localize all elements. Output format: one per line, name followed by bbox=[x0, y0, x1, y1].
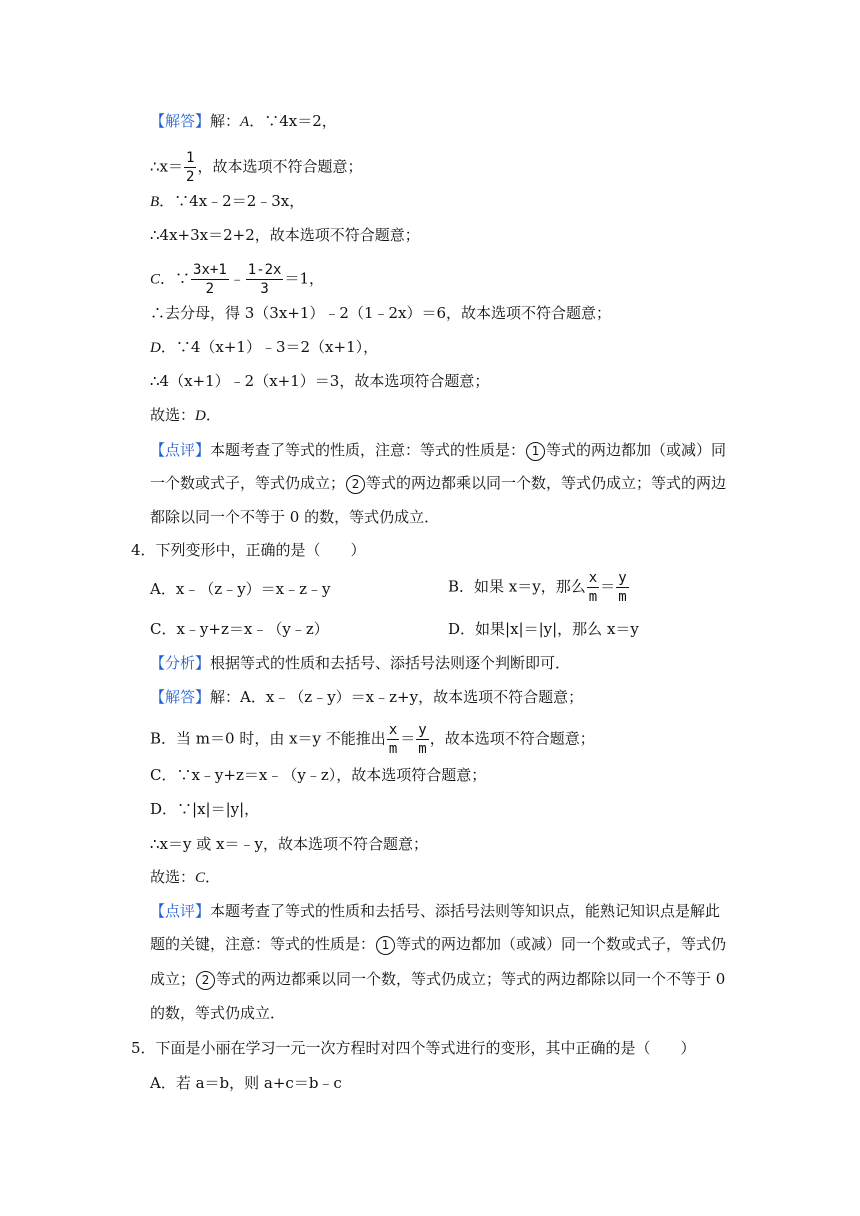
solution-tag: 【解答】 bbox=[150, 112, 211, 130]
q4-option-c: C．x﹣y+z＝x﹣（y﹣z） bbox=[150, 620, 329, 638]
fraction-one-half: $\frac{1}{2}$ bbox=[186, 150, 195, 185]
q3-comment-line-1: 【点评】本题考查了等式的性质，注意：等式的性质是： 1 等式的两边都加（或减）同 bbox=[150, 441, 727, 459]
q4-solution-line-d-result: ∴x＝y 或 x＝﹣y，故本选项不符合题意； bbox=[150, 835, 428, 853]
q3-solution-line-d: D．∵4（x+1）﹣3＝2（x+1）， bbox=[150, 338, 379, 356]
q4-comment-line-2: 题的关键，注意：等式的性质是： 1 等式的两边都加（或减）同一个数或式子，等式仍 bbox=[150, 935, 727, 953]
q4-comment-line-4: 的数，等式仍成立． bbox=[150, 1004, 286, 1022]
circled-one-icon: 1 bbox=[376, 936, 395, 955]
q3-solution-line-a: 【解答】解：A．∵4x＝2， bbox=[150, 112, 337, 130]
q4-comment-line-1: 【点评】本题考查了等式的性质和去括号、添括号法则等知识点，能熟记知识点是解此 bbox=[150, 902, 721, 920]
fraction-x-over-m: $\frac{x}{m}$ bbox=[388, 722, 398, 757]
analysis-tag: 【分析】 bbox=[150, 654, 211, 672]
solution-tag: 【解答】 bbox=[150, 688, 211, 706]
q3-solution-line-d-result: ∴4（x+1）﹣2（x+1）＝3，故本选项符合题意； bbox=[150, 372, 490, 390]
fraction-3x-plus-1-over-2: $\frac{3x+1}{2}$ bbox=[193, 262, 227, 297]
comment-tag: 【点评】 bbox=[150, 902, 211, 920]
q4-solution-line-d: D．∵|x|＝|y|， bbox=[150, 800, 260, 818]
q4-option-a: A．x﹣（z﹣y）＝x﹣z﹣y bbox=[150, 580, 331, 598]
circled-one-icon: 1 bbox=[526, 442, 545, 461]
q3-solution-line-c: C．∵ $\frac{3x+1}{2}$ ﹣ $\frac{1-2x}{3}$ ＝1， bbox=[150, 262, 325, 297]
q4-solution-line-b: B．当 m＝0 时，由 x＝y 不能推出 $\frac{x}{m}$ ＝ $\frac{y}{m}$ ，故本选项不符合题意； bbox=[150, 722, 595, 757]
circled-two-icon: 2 bbox=[196, 971, 215, 990]
q5-option-a: A．若 a＝b，则 a+c＝b﹣c bbox=[150, 1074, 342, 1092]
q5-stem: 5．下面是小丽在学习一元一次方程时对四个等式进行的变形，其中正确的是（ ） bbox=[131, 1039, 696, 1057]
q4-solution-line-a: 【解答】解：A．x﹣（z﹣y）＝x﹣z+y，故本选项不符合题意； bbox=[150, 688, 584, 706]
fraction-x-over-m: $\frac{x}{m}$ bbox=[588, 570, 598, 605]
q3-solution-line-c-result: ∴去分母，得 3（3x+1）﹣2（1﹣2x）＝6，故本选项不符合题意； bbox=[150, 304, 612, 322]
q3-solution-line-a-result: ∴x＝ $\frac{1}{2}$ ，故本选项不符合题意； bbox=[150, 150, 363, 185]
q4-option-b: B．如果 x＝y，那么 $\frac{x}{m}$ ＝ $\frac{y}{m}$ bbox=[448, 570, 627, 605]
q3-solution-line-b: B．∵4x﹣2＝2﹣3x， bbox=[150, 192, 305, 210]
q3-comment-line-2: 一个数或式子，等式仍成立； 2 等式的两边都乘以同一个数，等式仍成立；等式的两边 bbox=[150, 474, 727, 492]
q3-comment-line-3: 都除以同一个不等于 0 的数，等式仍成立． bbox=[150, 508, 440, 526]
q4-solution-line-c: C．∵x﹣y+z＝x﹣（y﹣z），故本选项符合题意； bbox=[150, 766, 487, 784]
q4-option-d: D．如果|x|＝|y|，那么 x＝y bbox=[448, 620, 639, 638]
comment-tag: 【点评】 bbox=[150, 441, 211, 459]
q4-analysis-line: 【分析】根据等式的性质和去括号、添括号法则逐个判断即可． bbox=[150, 654, 571, 672]
circled-two-icon: 2 bbox=[346, 475, 365, 494]
fraction-1-minus-2x-over-3: $\frac{1-2x}{3}$ bbox=[247, 262, 282, 297]
q4-comment-line-3: 成立； 2 等式的两边都乘以同一个数，等式仍成立；等式的两边都除以同一个不等于 0 bbox=[150, 970, 726, 988]
q3-answer-line: 故选：D． bbox=[150, 406, 221, 424]
q4-stem: 4．下列变形中，正确的是（ ） bbox=[131, 541, 366, 559]
fraction-y-over-m: $\frac{y}{m}$ bbox=[618, 570, 627, 605]
q3-solution-line-b-result: ∴4x+3x＝2+2，故本选项不符合题意； bbox=[150, 226, 420, 244]
fraction-y-over-m: $\frac{y}{m}$ bbox=[418, 722, 427, 757]
q4-answer-line: 故选：C． bbox=[150, 868, 221, 886]
